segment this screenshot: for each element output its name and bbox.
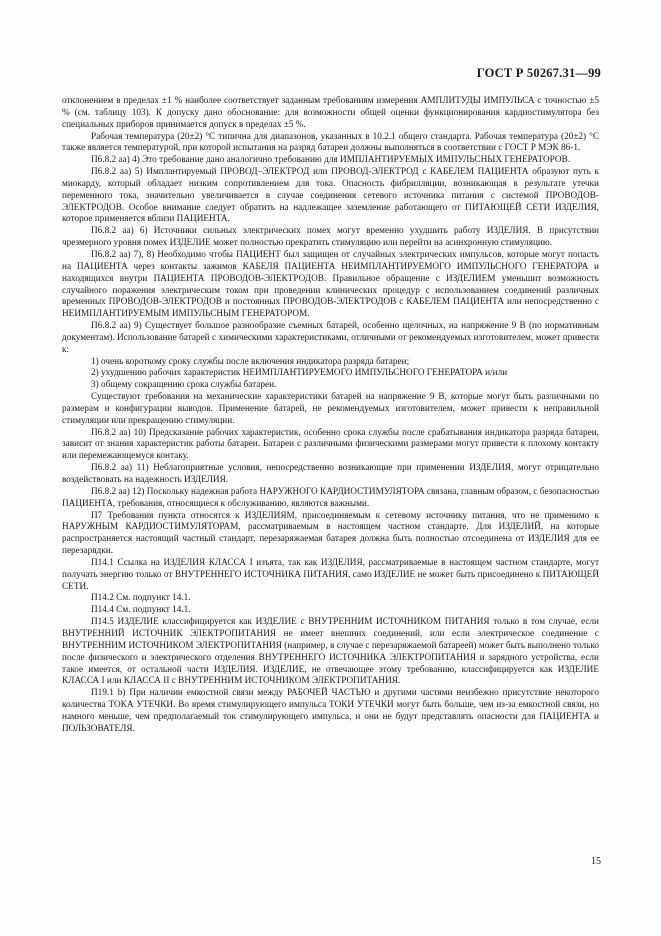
paragraph: П19.1 b) При наличии емкостной связи между РАБОЧЕЙ ЧАСТЬЮ и другими частями неизбежно присутствие некоторого количества ТОКА УТЕЧКИ. Во время стимулирующего импульса ТОКИ УТЕЧКИ могут быть больше, чем из-за емкостной связи, но намного меньше, чем предполагаемый ток стимулирующего импульса, и они не будут представлять опасности для ПАЦИЕНТА и ПОЛЬЗОВАТЕЛЯ. [62,688,599,734]
paragraph: П6.8.2 аа) 6) Источники сильных электрических помех могут временно ухудшить работу ИЗДЕЛИЯ. В присутствии чрезмерного уровня помех ИЗДЕЛИЕ может полностью прекратить стимуляцию или перейти на асинхронную стимуляцию. [62,226,599,249]
paragraph: П14.4 См. подпункт 14.1. [91,605,191,616]
paragraph: П14.5 ИЗДЕЛИЕ классифицируется как ИЗДЕЛИЕ с ВНУТРЕННИМ ИСТОЧНИКОМ ПИТАНИЯ только в том случае, если ВНУТРЕННИЙ ИСТОЧНИК ЭЛЕКТРОПИТАНИЯ не имеет внешних соединений, или если электрическое соединение с ВНУТРЕННИМ ИСТОЧНИКОМ ЭЛЕКТРОПИТАНИЯ (например, в случае с перезаряжаемой батареей) может быть выполнено только после физического и электрического отделения ВНУТРЕННЕГО ИСТОЧНИКА ЭЛЕКТРОПИТАНИЯ и зарядного устройства, если такое имеется, от остальной части ИЗДЕЛИЯ. ИЗДЕЛИЕ, не отвечающее этому требованию, классифицируется как ИЗДЕЛИЕ КЛАССА I или КЛАССА II с ВНУТРЕННИМ ИСТОЧНИКОМ ЭЛЕКТРОПИТАНИЯ. [62,617,599,687]
paragraph: П6.8.2 аа) 5) Имплантируемый ПРОВОД–ЭЛЕКТРОД или ПРОВОД-ЭЛЕКТРОД с КАБЕЛЕМ ПАЦИЕНТА образуют путь к миокарду, который обладает низким сопротивлением для тока. Опасность фибрилляции, возникающая в результате утечки переменного тока, значительно увеличивается в случае соединения сетевого источника питания с системой ПРОВОДОВ-ЭЛЕКТРОДОВ. Особое внимание следует обратить на надлежащее заземление работающего от ПИТАЮЩЕЙ СЕТИ ИЗДЕЛИЯ, которое применяется вблизи ПАЦИЕНТА. [62,167,599,225]
paragraph: П14.2 См. подпункт 14.1. [91,593,191,604]
paragraph: П7 Требования пункта относятся к ИЗДЕЛИЯМ, присоединяемым к сетевому источнику питания, что не применимо к НАРУЖНЫМ КАРДИОСТИМУЛЯТОРАМ, рассматриваемым в настоящем частном стандарте. Для ИЗДЕЛИЙ, на которые распространяется настоящий частный стандарт, перезаряжаемая батарея должна быть полностью отсоединена от ИЗДЕЛИЯ для ее перезарядки. [62,510,599,557]
list-item: 1) очень короткому сроку службы после включения индикатора разряда батареи; [91,356,410,367]
paragraph: Рабочая температура (20±2) °С типична для диапазонов, указанных в 10.2.1 общего стандарта. Рабочая температура (20±2) °С также является температурой, при которой испытания на разряд батареи должны выполняться в соответствии с ГОСТ Р МЭК 86-1. [62,131,599,154]
paragraph: П6.8.2 аа) 9) Существует большое разнообразие съемных батарей, особенно щелочных, на напряжение 9 В (по нормативным документам). Использование батарей с химическими характеристиками, отличными от рекомендуемых изготовителем, может привести к: [62,321,599,355]
list-item: 2) ухудшению рабочих характеристик НЕИМПЛАНТИРУЕМОГО ИМПУЛЬСНОГО ГЕНЕРАТОРА и/или [91,368,508,379]
paragraph: отклонением в пределах ±1 % наиболее соответствует заданным требованиям измерения АМПЛИТУДЫ ИМПУЛЬСА с точностью ±5 % (см. таблицу 103). К допуску дано обоснование: для возможности общей оценки функционирования кардиостимулятора без специальных приборов принимается допуск в пределах ±5 %. [62,96,599,130]
paragraph: П6.8.2 аа) 10) Предсказание рабочих характеристик, особенно срока службы после срабатывания индикатора разряда батареи, зависит от знания характеристик работы батареи. Батареи с различными физическими размерами могут привести к плохому контакту или перемежающемуся контаку. [62,427,599,462]
paragraph: Существуют требования на механические характеристики батарей на напряжение 9 В, которые могут быть различными по размерам и конфигурации выводов. Применение батарей, не рекомендуемых изготовителем, может привести к неправильной стимуляции или прекращению стимуляции. [62,392,599,426]
page-number: 15 [591,856,601,867]
paragraph: П6.8.2 аа) 7), 8) Необходимо чтобы ПАЦИЕНТ был защищен от случайных электрических импульсов, которые могут попасть на ПАЦИЕНТА через контакты зажимов КАБЕЛЯ ПАЦИЕНТА НЕИМПЛАНТИРУЕМОГО ИМПУЛЬСНОГО ГЕНЕРАТОРА и находящихся внутри ПАЦИЕНТА ПРОВОДОВ-ЭЛЕКТРОДОВ. Правильное обращение с ИЗДЕЛИЕМ уменьшит возможность случайного поражения электрическим током при проведении клинических процедур с использованием соединений различных временных ПРОВОДОВ-ЭЛЕКТРОДОВ и постоянных ПРОВОДОВ-ЭЛЕКТРОДОВ с КАБЕЛЕМ ПАЦИЕНТА или непосредственно с НЕИМПЛАНТИРУЕМЫМ ИМПУЛЬСНЫМ ГЕНЕРАТОРОМ. [62,249,599,320]
paragraph: П6.8.2 аа) 11) Неблагоприятные условия, непосредственно возникающие при применении ИЗДЕЛИЯ, могут отрицательно воздействовать на надежность ИЗДЕЛИЯ. [62,463,599,485]
paragraph: П6.8.2 аа) 4) Это требование дано аналогично требованию для ИМПЛАНТИРУЕМЫХ ИМПУЛЬСНЫХ ГЕНЕРАТОРОВ. [91,155,571,166]
paragraph: П6.8.2 аа) 12) Поскольку надежная работа НАРУЖНОГО КАРДИОСТИМУЛЯТОРА связана, главным образом, с безопасностью ПАЦИЕНТА, требования, относящиеся к обслуживанию, являются важными. [62,486,600,509]
paragraph: П14.1 Ссылка на ИЗДЕЛИЯ КЛАССА I изъята, так как ИЗДЕЛИЯ, рассматриваемые в настоящем частном стандарте, могут получать энергию только от ВНУТРЕННЕГО ИСТОЧНИКА ПИТАНИЯ, само ИЗДЕЛИЕ не может быть присоединено к ПИТАЮЩЕЙ СЕТИ. [62,557,599,592]
list-item: 3) общему сокращению срока службы батареи. [91,380,277,391]
standard-header: ГОСТ Р 50267.31—99 [476,66,601,80]
document-body [62,96,599,736]
